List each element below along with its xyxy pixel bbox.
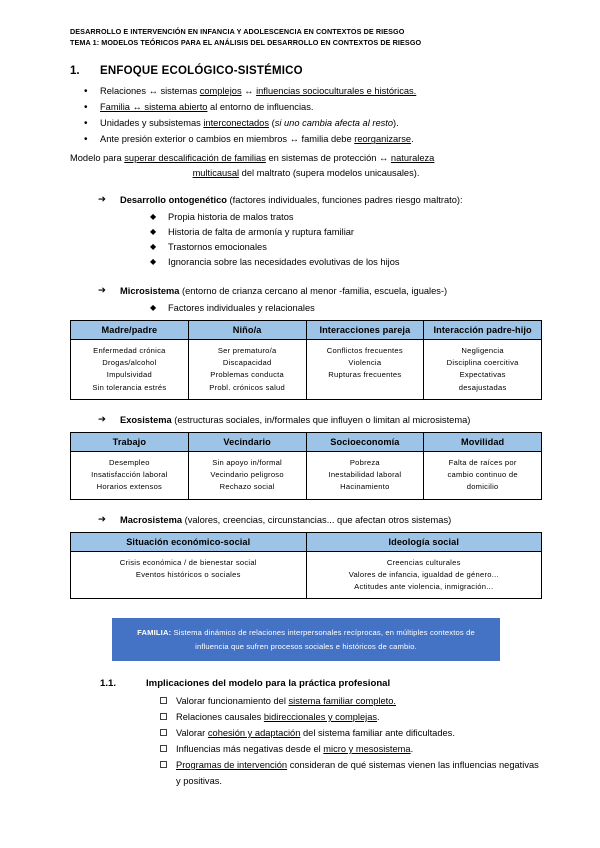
cell-line: Rechazo social [219, 482, 275, 492]
ontogenetic-heading [92, 194, 542, 208]
checkbox-icon[interactable] [160, 713, 167, 720]
table-cell [71, 451, 189, 499]
microsistema-table [70, 320, 542, 400]
list-item [70, 116, 542, 132]
table-cell [424, 451, 542, 499]
document-header [70, 26, 542, 48]
table-column-header: Madre/padre [71, 320, 189, 339]
macrosistema-heading [92, 514, 542, 528]
macrosistema-table-wrap [70, 532, 542, 600]
microsistema-table-wrap [70, 320, 542, 400]
cell-line: Probl. crónicos salud [209, 382, 285, 392]
text-run: superar descalificación de familias [124, 153, 266, 164]
section-bullet-list [70, 84, 542, 148]
microsistema-heading-bold: Microsistema [120, 285, 180, 296]
table-cell [71, 339, 189, 399]
text-run: Valorar funcionamiento del [176, 696, 289, 707]
cell-line: Crisis económica / de bienestar social [119, 557, 257, 567]
table-column-header: Trabajo [71, 432, 189, 451]
block-macrosistema [70, 514, 542, 600]
text-run: interconectados [203, 118, 269, 129]
checkbox-icon[interactable] [160, 745, 167, 752]
table-column-header: Interacciones pareja [306, 320, 424, 339]
section-title: ENFOQUE ECOLÓGICO-SISTÉMICO [100, 65, 303, 78]
list-item: ◆ Historia de falta de armonía y ruptura familiar [148, 225, 542, 240]
checkbox-icon[interactable] [160, 761, 167, 768]
table-cell [424, 339, 542, 399]
table-column-header: Movilidad [424, 432, 542, 451]
text-run: multicausal [192, 167, 240, 178]
text-run: micro y mesosistema [323, 744, 411, 754]
section-number: 1. [70, 65, 80, 78]
text-run: consideran de qué sistemas vienen las influencias negativas y positivas. [176, 759, 539, 786]
list-item [160, 742, 542, 758]
header-line-2: TEMA 1: MODELOS TEÓRICOS PARA EL ANÁLISIS DEL DESARROLLO EN CONTEXTOS DE RIESGO [70, 38, 422, 48]
cell-line: Enfermedad crónica [93, 345, 166, 355]
cell-line: Impulsividad [106, 370, 152, 380]
macrosistema-heading-rest: (valores, creencias, circunstancias... que afectan otros sistemas) [182, 514, 452, 525]
table-cell [306, 339, 424, 399]
exosistema-heading-rest: (estructuras sociales, in/formales que influyen o limitan al microsistema) [171, 414, 471, 425]
cell-line: Hacinamiento [340, 482, 390, 492]
subsection-number: 1.1. [100, 678, 117, 690]
header-line-1: DESARROLLO E INTERVENCIÓN EN INFANCIA Y ADOLESCENCIA EN CONTEXTOS DE RIESGO [70, 27, 405, 36]
table-cell [188, 451, 306, 499]
text-run: si uno cambia afecta al resto [274, 118, 394, 129]
exosistema-table [70, 432, 542, 500]
list-item [160, 758, 542, 790]
subsection-title: Implicaciones del modelo para la práctica profesional [146, 678, 391, 690]
list-item [70, 100, 542, 116]
model-paragraph-line-1 [70, 151, 542, 165]
cell-line: domicilio [466, 482, 499, 492]
list-item [160, 726, 542, 742]
table-cell [306, 451, 424, 499]
text-run: sistema familiar completo. [288, 696, 396, 707]
table-column-header: Socioeconomía [306, 432, 424, 451]
text-run: Modelo para [70, 153, 125, 164]
table-column-header: Situación económico-social [71, 532, 307, 551]
cell-line: Insatisfacción laboral [91, 470, 168, 480]
text-run: naturaleza [390, 153, 435, 164]
microsistema-heading [92, 285, 542, 299]
cell-line: Sin apoyo in/formal [212, 457, 282, 467]
text-run: complejos [199, 86, 242, 97]
cell-line: desajustadas [458, 382, 507, 392]
table-cell [71, 551, 307, 599]
familia-label: FAMILIA: [137, 628, 172, 638]
block-exosistema [70, 414, 542, 500]
text-run: . [410, 744, 414, 754]
table-header-row [71, 532, 542, 551]
text-run: ). [393, 118, 399, 129]
list-item [160, 694, 542, 710]
familia-callout [112, 618, 500, 661]
text-run: del sistema familiar ante dificultades. [300, 728, 455, 739]
cell-line: Desempleo [109, 457, 150, 467]
text-run: . [377, 712, 380, 723]
cell-line: Pobreza [349, 457, 380, 467]
table-header-row [71, 320, 542, 339]
cell-line: Sin tolerancia estrés [92, 382, 167, 392]
text-run: Programas de intervención [176, 759, 288, 770]
text-run: ( [269, 118, 275, 129]
checkbox-icon[interactable] [160, 697, 167, 704]
ontogenetic-items [70, 210, 542, 271]
familia-text: Sistema dinámico de relaciones interpersonales recíprocas, en múltiples contextos de influencia que sufren procesos sociales e históricos de cambio. [171, 628, 475, 651]
cell-line: Creencias culturales [386, 557, 461, 567]
cell-line: Inestabilidad laboral [328, 470, 402, 480]
microsistema-subitems [70, 301, 542, 316]
text-run: ↔ [241, 86, 257, 97]
table-column-header: Interacción padre-hijo [424, 320, 542, 339]
table-row [71, 551, 542, 599]
ontogenetic-heading-bold: Desarrollo ontogenético [120, 195, 227, 206]
table-column-header: Ideología social [306, 532, 542, 551]
cell-line: Problemas conducta [210, 370, 284, 380]
list-item [160, 710, 542, 726]
text-run: Relaciones ↔ sistemas [100, 86, 200, 97]
cell-line: Disciplina coercitiva [446, 357, 519, 367]
cell-line: Rupturas frecuentes [328, 370, 402, 380]
text-run: del maltrato (supera modelos unicausales). [239, 167, 420, 178]
model-paragraph [70, 151, 542, 180]
exosistema-heading-bold: Exosistema [120, 414, 172, 425]
cell-line: Horarios extensos [96, 482, 163, 492]
list-item: ◆ Trastornos emocionales [148, 240, 542, 255]
text-run: Ante presión exterior o cambios en miembros ↔ familia debe [100, 134, 355, 145]
checkbox-icon[interactable] [160, 729, 167, 736]
macrosistema-table [70, 532, 542, 600]
list-item [70, 84, 542, 100]
section-heading [70, 65, 542, 77]
cell-line: Negligencia [461, 345, 504, 355]
text-run: reorganizarse [354, 134, 412, 145]
table-row [71, 339, 542, 399]
text-run: Relaciones causales [176, 712, 264, 723]
model-paragraph-line-2 [193, 168, 420, 178]
cell-line: Ser prematuro/a [217, 345, 277, 355]
cell-line: Actitudes ante violencia, inmigración... [354, 582, 494, 592]
text-run: Influencias más negativas desde el [176, 744, 324, 754]
text-run: . [411, 134, 414, 145]
list-item: ◆ Propia historia de malos tratos [148, 210, 542, 225]
subsection-checklist [70, 694, 542, 790]
block-ontogenetic [70, 194, 542, 271]
list-item [70, 132, 542, 148]
cell-line: Violencia [348, 357, 382, 367]
macrosistema-heading-bold: Macrosistema [120, 514, 183, 525]
table-header-row [71, 432, 542, 451]
exosistema-heading [92, 414, 542, 428]
exosistema-table-wrap [70, 432, 542, 500]
table-cell [306, 551, 542, 599]
table-cell [188, 339, 306, 399]
cell-line: Expectativas [459, 370, 506, 380]
ontogenetic-heading-rest: (factores individuales, funciones padres riesgo maltrato): [226, 195, 463, 206]
table-row [71, 451, 542, 499]
subsection-heading [70, 678, 542, 689]
cell-line: Drogas/alcohol [102, 357, 157, 367]
table-column-header: Niño/a [188, 320, 306, 339]
text-run: al entorno de influencias. [207, 102, 314, 113]
cell-line: Discapacidad [222, 357, 272, 367]
text-run: en sistemas de protección ↔ [265, 153, 391, 164]
cell-line: Conflictos frecuentes [326, 345, 403, 355]
table-column-header: Vecindario [188, 432, 306, 451]
text-run: Familia ↔ sistema abierto [100, 102, 208, 113]
cell-line: cambio continuo de [447, 470, 518, 480]
list-item: ◆ Factores individuales y relacionales [148, 301, 542, 316]
text-run: cohesión y adaptación [207, 728, 301, 739]
cell-line: Eventos históricos o sociales [135, 569, 241, 579]
cell-line: Vecindario peligroso [210, 470, 284, 480]
microsistema-heading-rest: (entorno de crianza cercano al menor -familia, escuela, iguales-) [179, 285, 448, 296]
text-run: bidireccionales y complejas [263, 712, 378, 723]
cell-line: Falta de raíces por [448, 457, 517, 467]
block-microsistema [70, 285, 542, 400]
text-run: Valorar [176, 728, 208, 739]
text-run: Unidades y subsistemas [100, 118, 204, 129]
cell-line: Valores de infancia, igualdad de género... [348, 569, 499, 579]
list-item: ◆ Ignorancia sobre las necesidades evolutivas de los hijos [148, 255, 542, 270]
text-run: influencias socioculturales e históricas. [256, 86, 417, 97]
